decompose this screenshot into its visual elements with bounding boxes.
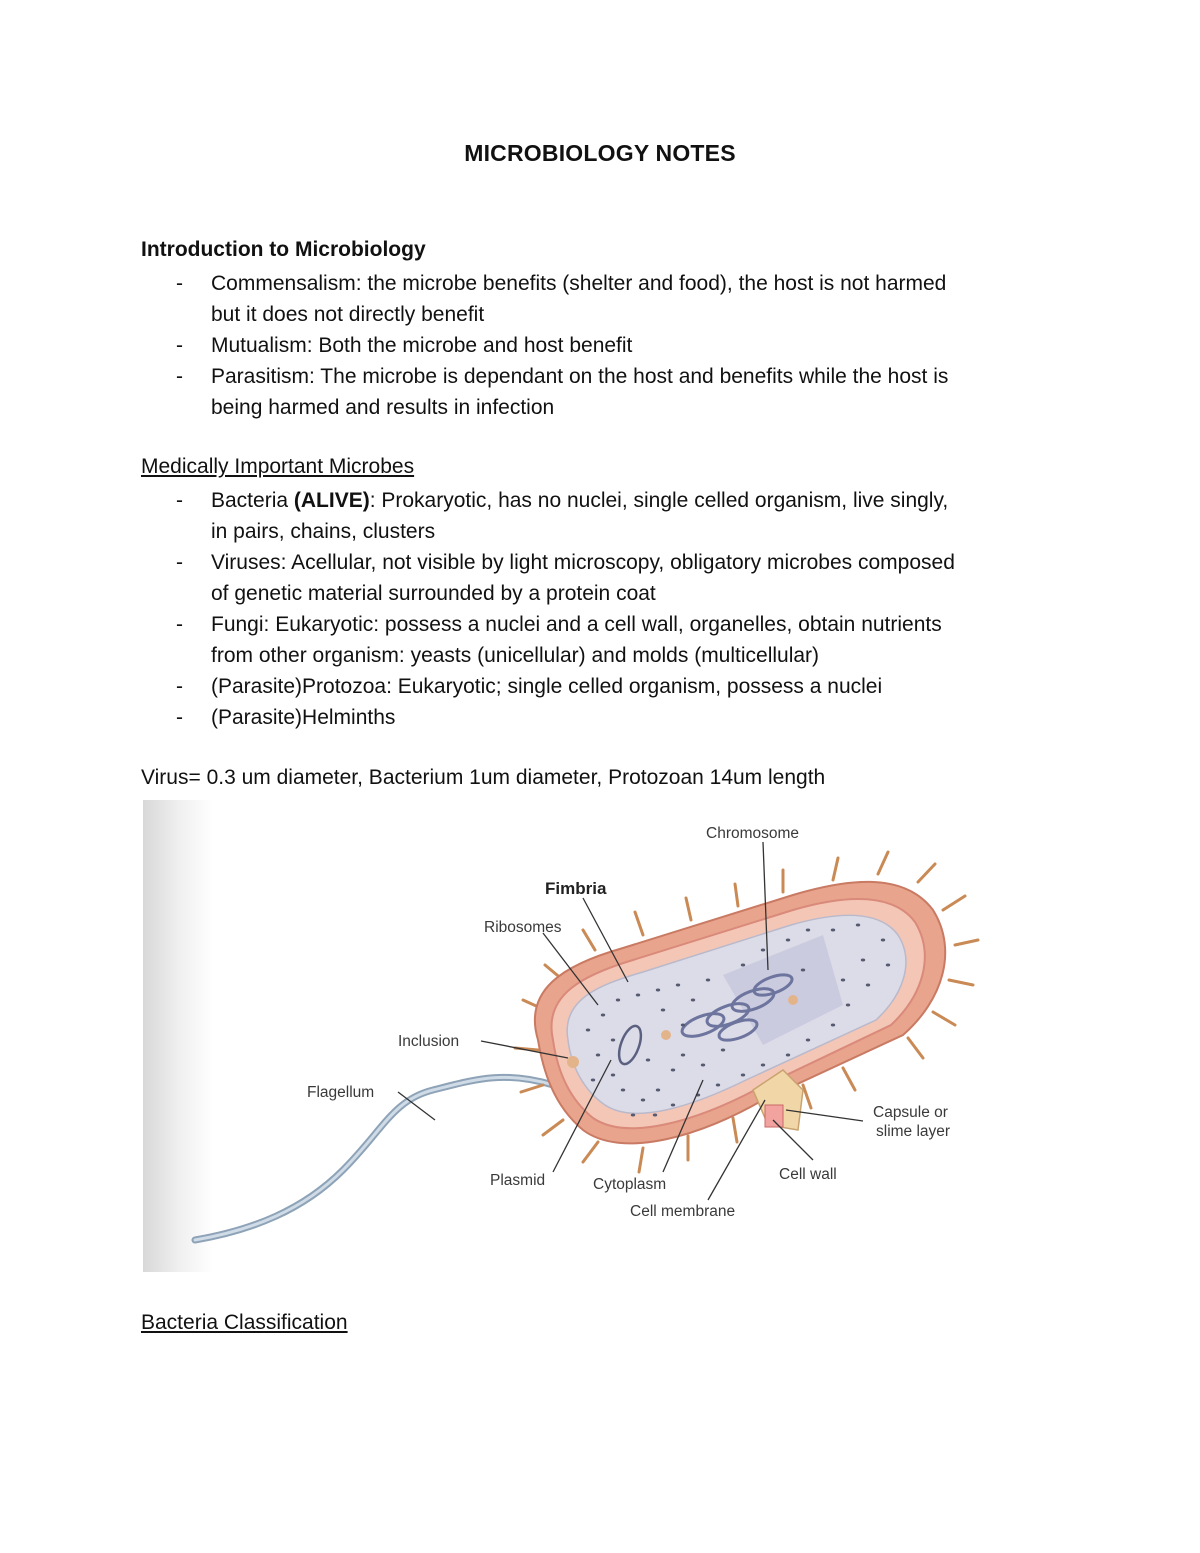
microbes-list xyxy=(141,485,1061,733)
classification-heading: Bacteria Classification xyxy=(141,1311,348,1334)
list-item: - Parasitism: The microbe is dependant on the host and benefits while the host is being harmed and results in infection xyxy=(176,365,949,419)
bacterium-diagram xyxy=(143,800,1013,1272)
label-fimbria: Fimbria xyxy=(545,879,607,898)
intro-list xyxy=(141,268,1061,423)
label-inclusion: Inclusion xyxy=(398,1033,460,1050)
bacterium-illustration xyxy=(143,800,1013,1272)
flagellum-shape xyxy=(195,1077,553,1240)
label-cytoplasm: Cytoplasm xyxy=(593,1176,667,1193)
label-chromosome: Chromosome xyxy=(706,825,800,842)
microbes-heading: Medically Important Microbes xyxy=(141,455,415,478)
label-flagellum: Flagellum xyxy=(307,1084,375,1101)
scan-shadow xyxy=(143,800,213,1272)
inclusion-granule xyxy=(567,1056,579,1068)
list-item: - Commensalism: the microbe benefits (shelter and food), the host is not harmed but it does not directly benefit xyxy=(176,272,947,326)
page-title: MICROBIOLOGY NOTES xyxy=(464,140,736,166)
label-capsule-2: slime layer xyxy=(876,1123,951,1140)
label-ribosomes: Ribosomes xyxy=(484,919,562,936)
list-item: - Viruses: Acellular, not visible by light microscopy, obligatory microbes composed of genetic material surrounded by a protein coat xyxy=(176,551,955,605)
label-cell-membrane: Cell membrane xyxy=(630,1203,736,1220)
intro-heading: Introduction to Microbiology xyxy=(141,238,426,261)
list-item: - (Parasite)Helminths xyxy=(176,706,396,729)
label-cell-wall: Cell wall xyxy=(779,1166,837,1183)
list-item: - Fungi: Eukaryotic: possess a nuclei and a cell wall, organelles, obtain nutrients from other organism: yeasts (unicellular) and molds (multicellular) xyxy=(176,613,942,667)
label-plasmid: Plasmid xyxy=(490,1172,546,1189)
cell-wall-cut xyxy=(765,1105,783,1127)
label-capsule-1: Capsule or xyxy=(873,1104,948,1121)
cytoplasm-area xyxy=(567,915,906,1113)
sizes-line: Virus= 0.3 um diameter, Bacterium 1um diameter, Protozoan 14um length xyxy=(141,766,826,789)
list-item: - (Parasite)Protozoa: Eukaryotic; single celled organism, possess a nuclei xyxy=(176,675,883,698)
list-item: - Bacteria (ALIVE): Prokaryotic, has no nuclei, single celled organism, live singly, in pairs, chains, clusters xyxy=(176,489,949,543)
list-item: - Mutualism: Both the microbe and host benefit xyxy=(176,334,633,357)
